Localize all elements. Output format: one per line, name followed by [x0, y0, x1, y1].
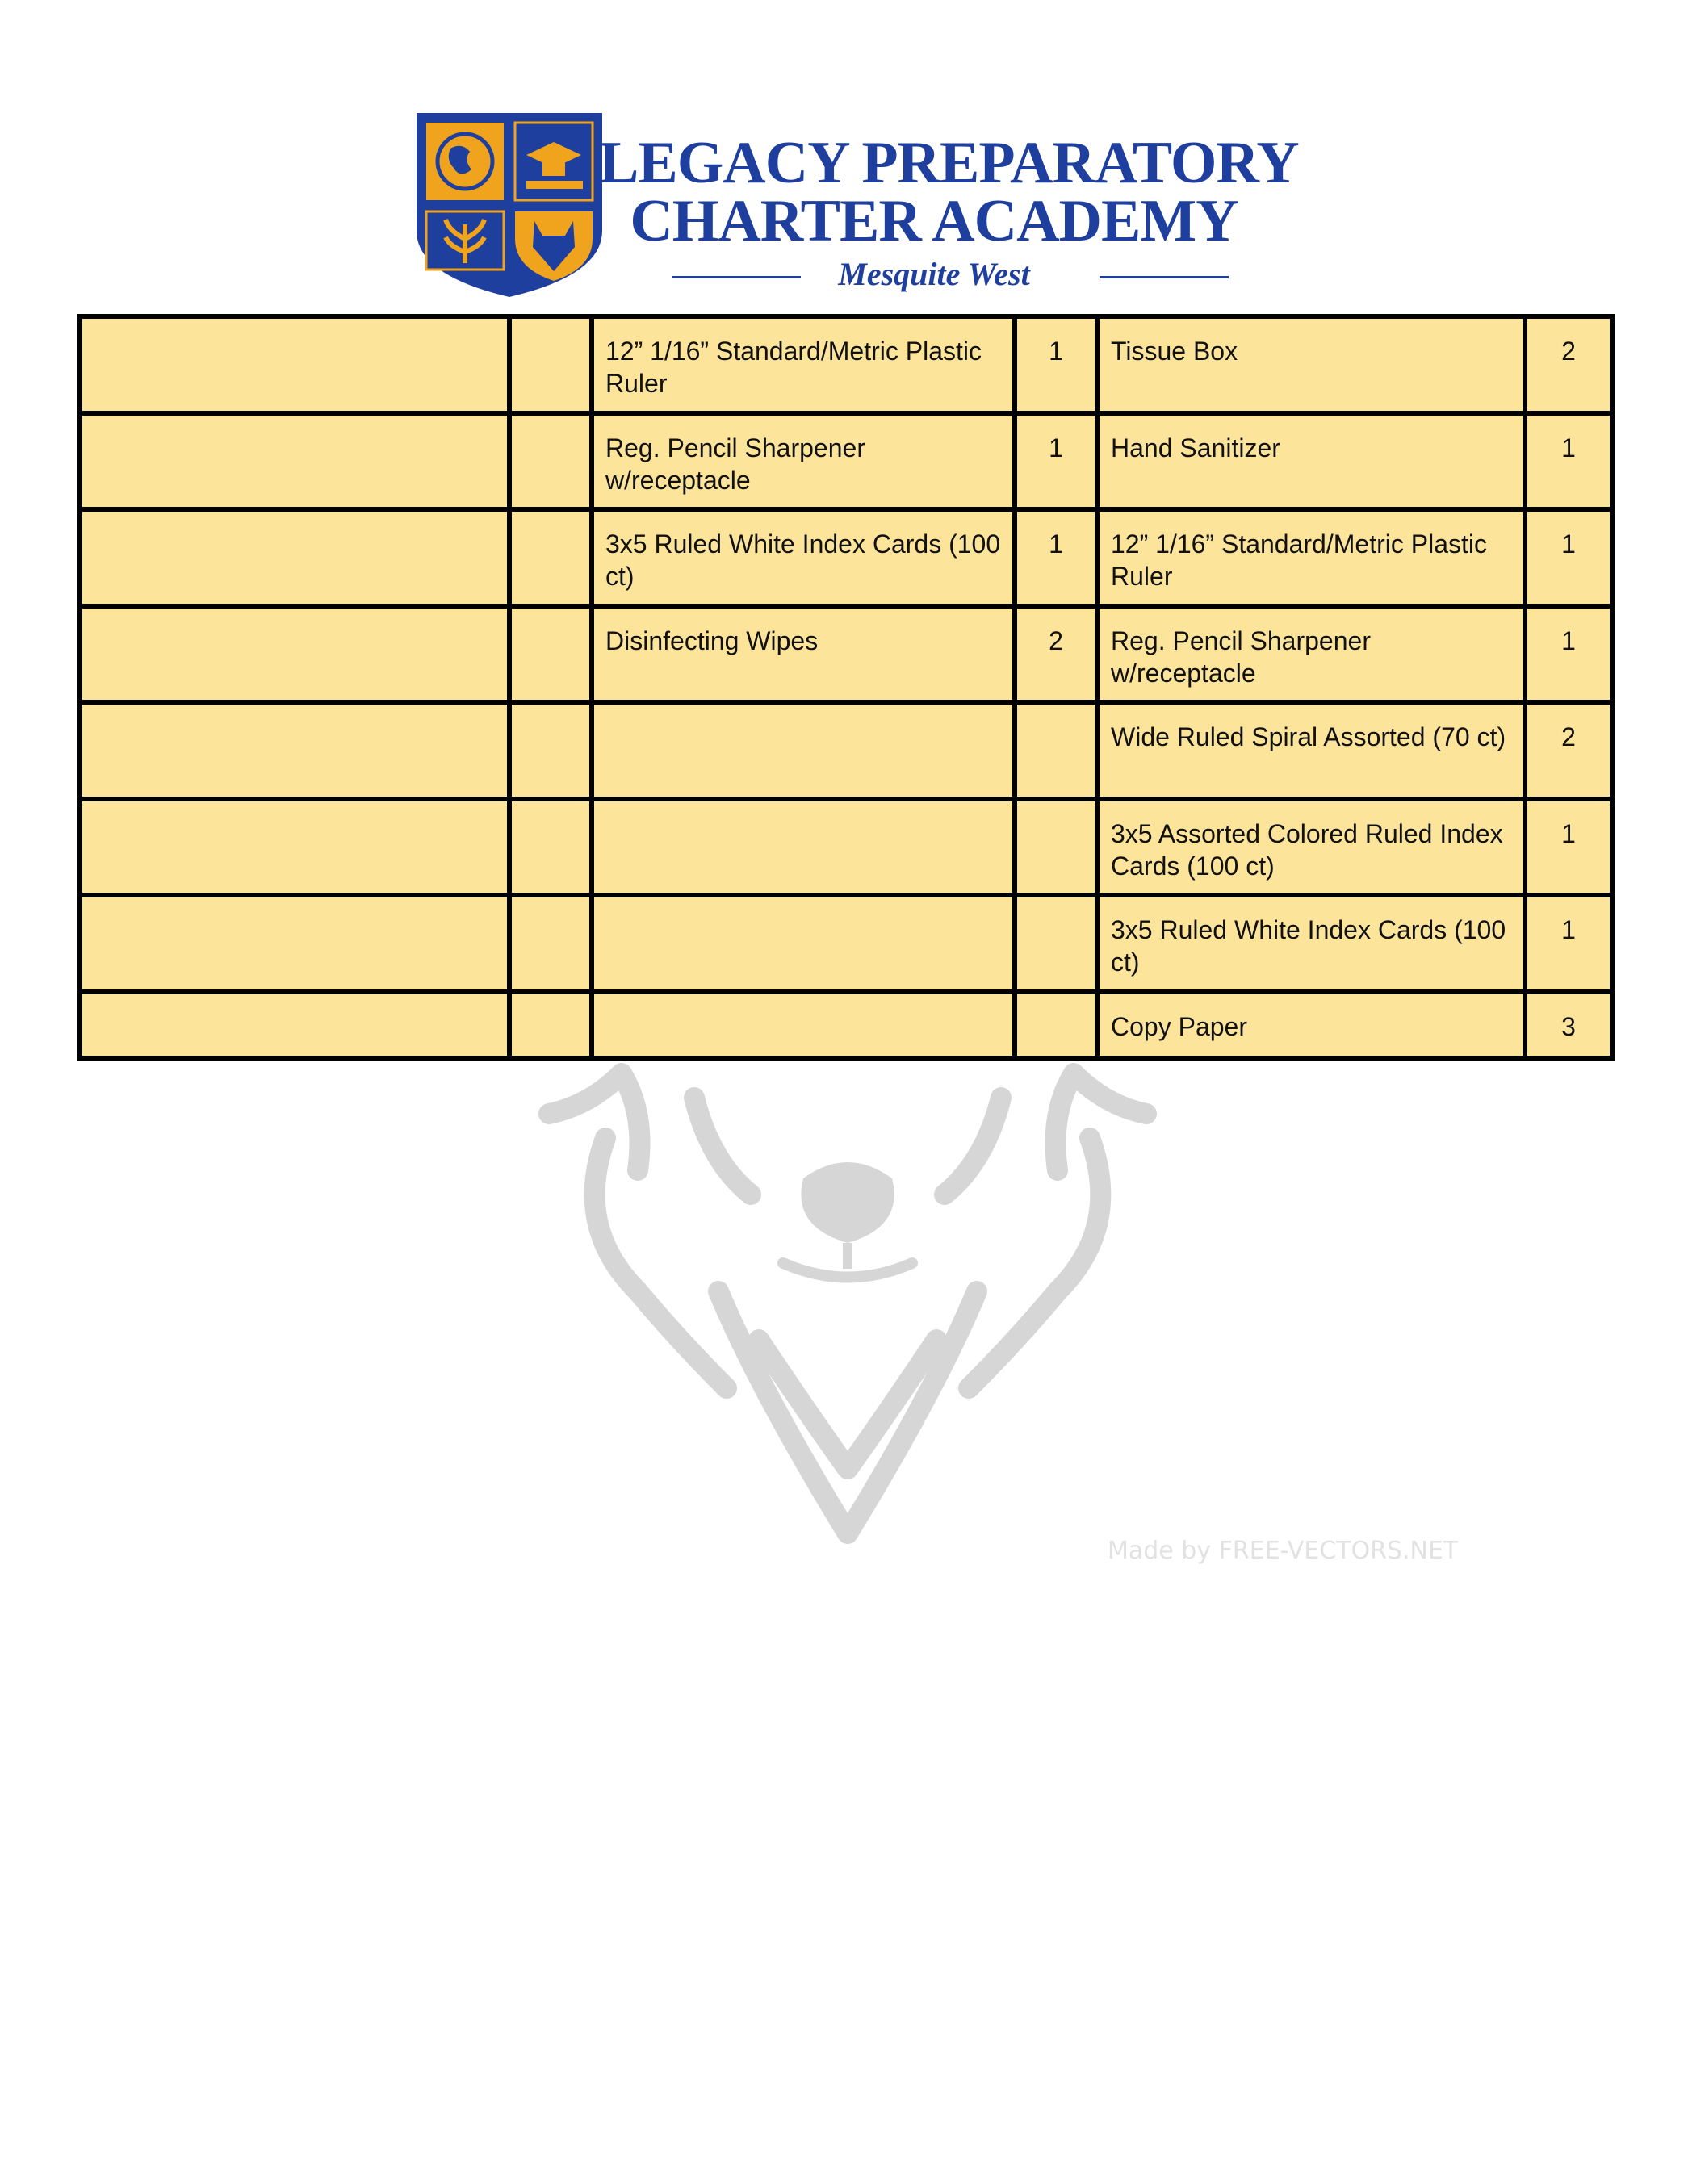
table-cell — [80, 895, 509, 992]
table-cell — [80, 992, 509, 1058]
item-quantity — [1015, 702, 1097, 799]
item-quantity: 1 — [1525, 509, 1612, 606]
item-quantity: 1 — [1015, 413, 1097, 510]
item-quantity: 1 — [1525, 799, 1612, 896]
table-cell — [80, 509, 509, 606]
campus-line — [599, 252, 1269, 297]
item-name — [592, 702, 1015, 799]
school-name-line2: CHARTER ACADEMY — [630, 188, 1238, 254]
table-row — [80, 702, 1612, 799]
table-cell — [80, 606, 509, 703]
table-cell — [509, 702, 592, 799]
item-name — [592, 895, 1015, 992]
item-name: Wide Ruled Spiral Assorted (70 ct) — [1097, 702, 1525, 799]
campus-rule-right — [1100, 276, 1229, 278]
item-name: Copy Paper — [1097, 992, 1525, 1058]
item-name — [592, 799, 1015, 896]
item-quantity: 2 — [1525, 702, 1612, 799]
supply-list-table — [77, 314, 1615, 1061]
item-name: 12” 1/16” Standard/Metric Plastic Ruler — [592, 316, 1015, 413]
table-cell — [509, 509, 592, 606]
school-name — [599, 130, 1299, 297]
item-quantity: 1 — [1525, 895, 1612, 992]
table-row — [80, 606, 1612, 703]
item-name: 3x5 Ruled White Index Cards (100 ct) — [592, 509, 1015, 606]
item-quantity: 1 — [1525, 413, 1612, 510]
table-cell — [509, 799, 592, 896]
table-row — [80, 895, 1612, 992]
table-row — [80, 316, 1612, 413]
table-cell — [80, 799, 509, 896]
item-name: Disinfecting Wipes — [592, 606, 1015, 703]
item-quantity: 2 — [1015, 606, 1097, 703]
table-cell — [509, 413, 592, 510]
table-cell — [509, 606, 592, 703]
table-cell — [80, 702, 509, 799]
item-quantity — [1015, 799, 1097, 896]
item-quantity: 1 — [1015, 509, 1097, 606]
item-name: 12” 1/16” Standard/Metric Plastic Ruler — [1097, 509, 1525, 606]
wolf-head-watermark-icon — [517, 1049, 1179, 1550]
table-row — [80, 799, 1612, 896]
item-quantity: 3 — [1525, 992, 1612, 1058]
item-quantity: 2 — [1525, 316, 1612, 413]
item-quantity: 1 — [1525, 606, 1612, 703]
item-quantity — [1015, 895, 1097, 992]
school-crest-icon — [413, 110, 605, 300]
table-row — [80, 413, 1612, 510]
item-name: Tissue Box — [1097, 316, 1525, 413]
item-name — [592, 992, 1015, 1058]
item-quantity: 1 — [1015, 316, 1097, 413]
watermark-credit: Made by FREE-VECTORS.NET — [1108, 1537, 1459, 1565]
campus-rule-left — [672, 276, 801, 278]
table-cell — [80, 413, 509, 510]
item-name: 3x5 Ruled White Index Cards (100 ct) — [1097, 895, 1525, 992]
table-cell — [80, 316, 509, 413]
table-row — [80, 509, 1612, 606]
table-row — [80, 992, 1612, 1058]
campus-name: Mesquite West — [838, 256, 1030, 292]
school-name-line1: LEGACY PREPARATORY — [599, 130, 1299, 196]
item-name: Reg. Pencil Sharpener w/receptacle — [1097, 606, 1525, 703]
item-quantity — [1015, 992, 1097, 1058]
table-cell — [509, 316, 592, 413]
item-name: Hand Sanitizer — [1097, 413, 1525, 510]
item-name: 3x5 Assorted Colored Ruled Index Cards (100 ct) — [1097, 799, 1525, 896]
item-name: Reg. Pencil Sharpener w/receptacle — [592, 413, 1015, 510]
table-cell — [509, 992, 592, 1058]
table-cell — [509, 895, 592, 992]
school-header — [413, 110, 1299, 300]
